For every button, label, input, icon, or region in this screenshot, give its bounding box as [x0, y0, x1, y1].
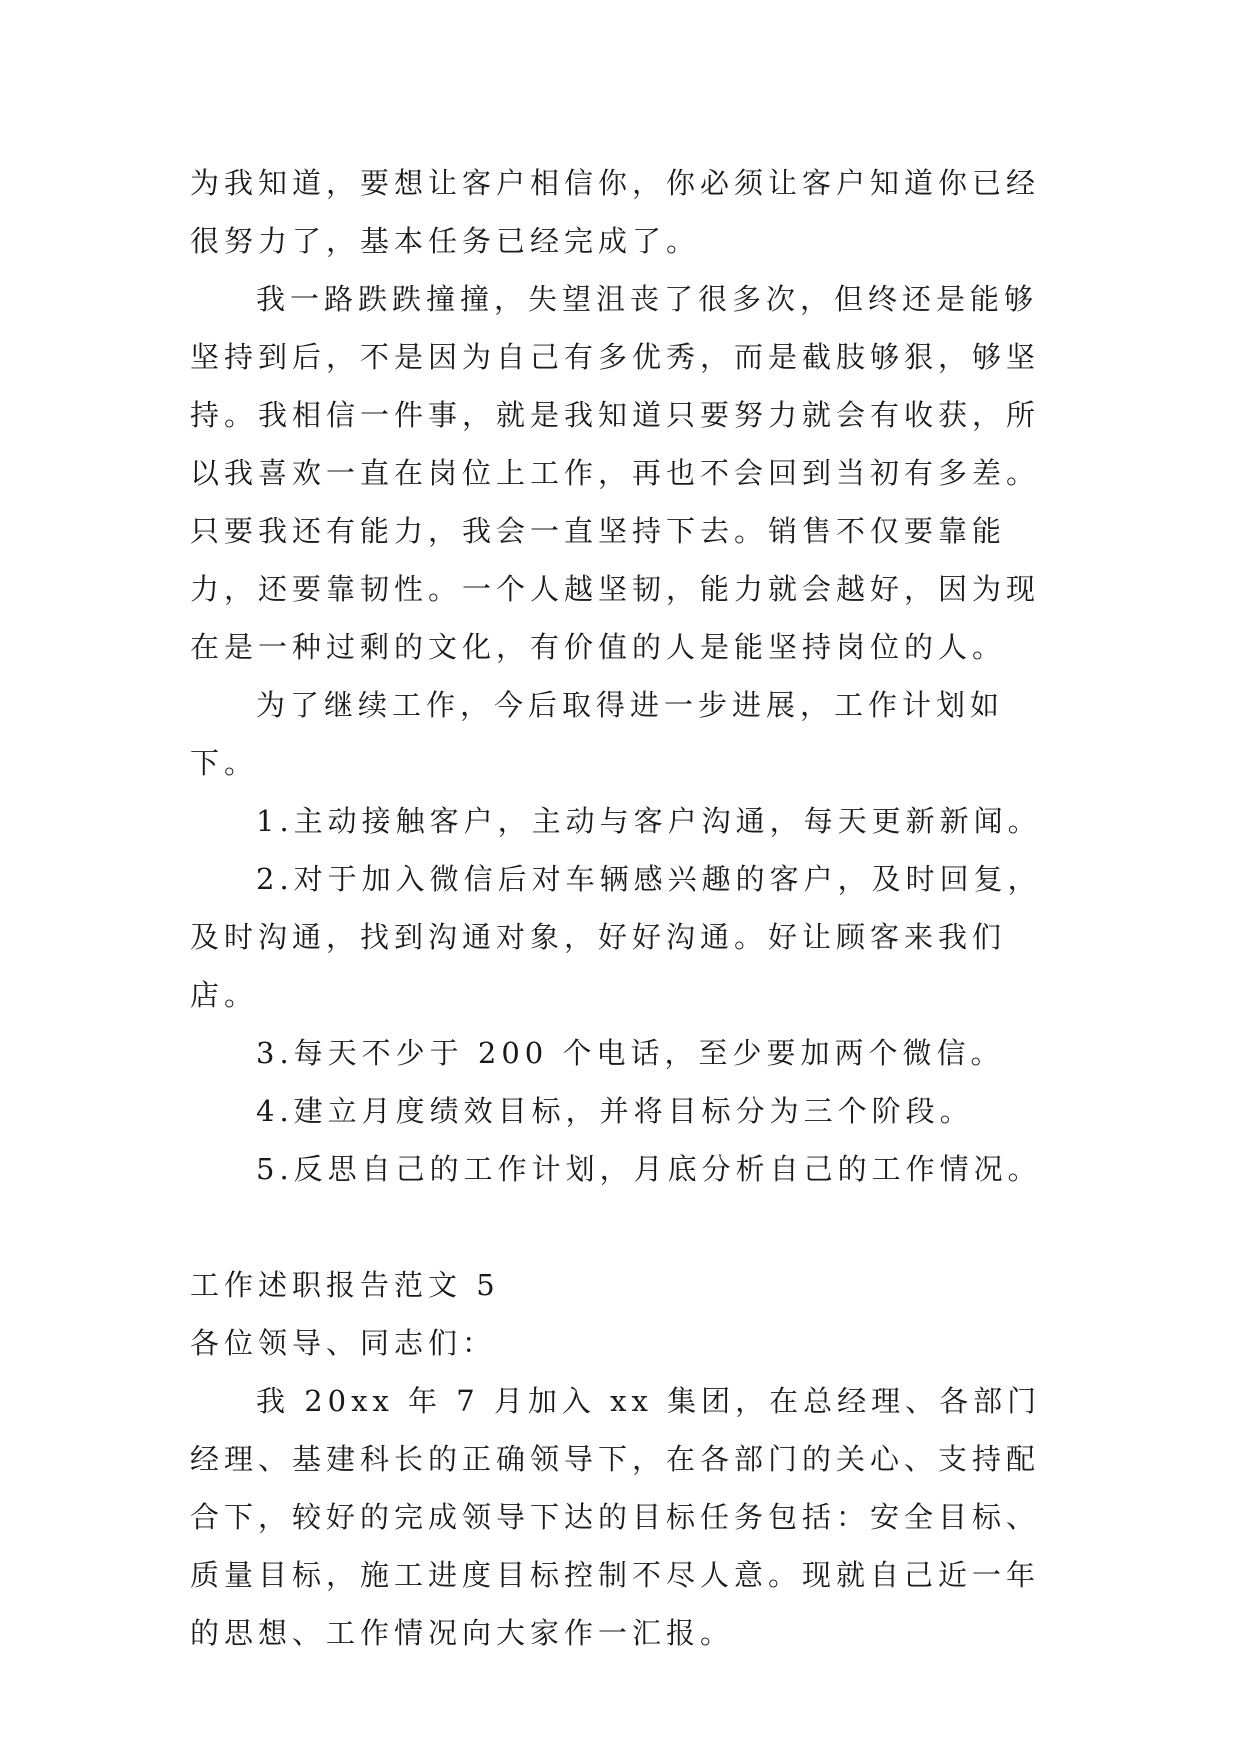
plan-intro-paragraph: 为了继续工作，今后取得进一步进展，工作计划如下。: [190, 688, 1005, 780]
plan-item-1: 1.主动接触客户，主动与客户沟通，每天更新新闻。: [256, 804, 1042, 838]
section-heading: 工作述职报告范文 5: [190, 1268, 500, 1302]
plan-item-2: 2.对于加入微信后对车辆感兴趣的客户，及时回复，及时沟通，找到沟通对象，好好沟通。好让顾客来我们店。: [190, 862, 1042, 1012]
document-body: [190, 154, 1070, 1662]
section-gap: [190, 1198, 1070, 1256]
report-intro-paragraph: 我 20xx 年 7 月加入 xx 集团，在总经理、各部门经理、基建科长的正确领导下，在各部门的关心、支持配合下，较好的完成领导下达的目标任务包括：安全目标、质量目标，施工进度目标控制不尽人意。现就自己近一年的思想、工作情况向大家作一汇报。: [190, 1384, 1042, 1650]
persistence-paragraph: 我一路跌跌撞撞，失望沮丧了很多次，但终还是能够坚持到后，不是因为自己有多优秀，而是截肢够狠，够坚持。我相信一件事，就是我知道只要努力就会有收获，所以我喜欢一直在岗位上工作，再也不会回到当初有多差。只要我还有能力，我会一直坚持下去。销售不仅要靠能力，还要靠韧性。一个人越坚韧，能力就会越好，因为现在是一种过剩的文化，有价值的人是能坚持岗位的人。: [190, 282, 1041, 664]
plan-item-4: 4.建立月度绩效目标，并将目标分为三个阶段。: [256, 1094, 974, 1128]
salutation: 各位领导、同志们：: [190, 1326, 497, 1360]
plan-item-3: 3.每天不少于 200 个电话，至少要加两个微信。: [256, 1036, 1005, 1070]
continuation-paragraph: 为我知道，要想让客户相信你，你必须让客户知道你已经很努力了，基本任务已经完成了。: [190, 166, 1041, 258]
plan-item-5: 5.反思自己的工作计划，月底分析自己的工作情况。: [256, 1152, 1042, 1186]
